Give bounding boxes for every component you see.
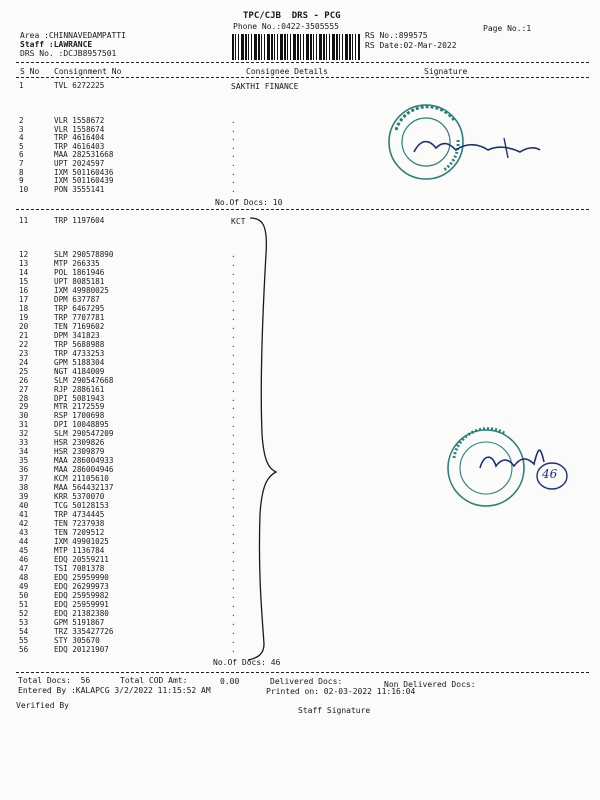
divider-top: [16, 62, 589, 63]
row-consignment: TCG 50128153: [54, 501, 109, 511]
row-marker: .: [231, 528, 236, 538]
row-marker: .: [231, 124, 236, 134]
row-consignment: UPT 8085181: [54, 276, 105, 286]
row-consignment: TRP 4616404: [54, 133, 105, 143]
row-marker: .: [231, 133, 236, 143]
row-consignment: TEN 7237938: [54, 519, 105, 529]
row-consignment: MTP 266335: [54, 258, 100, 268]
consignee-name: SAKTHI FINANCE: [231, 82, 299, 91]
document-title: TPC/CJB DRS - PCG: [243, 11, 341, 21]
table-row: [0, 287, 600, 295]
row-sno: 33: [19, 438, 29, 448]
rs-number: RS No.:899575: [365, 31, 428, 40]
row-sno: 18: [19, 303, 29, 313]
row-consignment: DPM 341823: [54, 330, 100, 340]
row-consignment: EDQ 26299973: [54, 581, 109, 591]
entered-by: Entered By :KALAPCG 3/2/2022 11:15:52 AM: [18, 686, 211, 695]
row-consignment: KCM 21105610: [54, 474, 109, 484]
table-row: [0, 610, 600, 618]
row-sno: 10: [19, 184, 29, 194]
row-marker: .: [231, 250, 236, 259]
row-marker: .: [231, 141, 236, 151]
consignee-name: KCT: [231, 217, 246, 226]
row-sno: 17: [19, 294, 29, 304]
divider-footer: [16, 672, 589, 673]
row-sno: 41: [19, 510, 29, 520]
row-marker: .: [231, 420, 236, 430]
row-marker: .: [231, 402, 236, 412]
handwritten-count: 46: [542, 467, 558, 481]
row-consignment: MTR 2172559: [54, 402, 105, 412]
row-consignment: TRP 4616403: [54, 141, 105, 151]
row-consignment: DPI 5081943: [54, 393, 105, 403]
company-stamp: [384, 100, 564, 190]
row-consignment: SLM 290578890: [54, 250, 114, 259]
row-consignment: IXM 501160436: [54, 167, 114, 177]
row-sno: 31: [19, 420, 29, 430]
row-sno: 39: [19, 492, 29, 502]
row-consignment: VLR 1558674: [54, 124, 105, 134]
row-sno: 49: [19, 581, 29, 591]
row-consignment: VLR 1558672: [54, 116, 105, 125]
total-cod-label: Total COD Amt:: [120, 676, 188, 685]
row-consignment: DPI 10048895: [54, 420, 109, 430]
row-consignment: EDQ 20559211: [54, 554, 109, 564]
row-sno: 28: [19, 393, 29, 403]
row-marker: .: [231, 330, 236, 340]
row-consignment: TRP 7707781: [54, 312, 105, 322]
row-sno: 26: [19, 375, 29, 385]
table-row: [0, 217, 600, 225]
drs-number: DRS No. :DCJB8957501: [20, 49, 117, 58]
row-marker: .: [231, 312, 236, 322]
row-sno: 19: [19, 312, 29, 322]
delivery-stamp: [444, 418, 594, 518]
row-sno: 56: [19, 644, 29, 654]
row-consignment: MTP 1136784: [54, 546, 105, 555]
row-sno: 34: [19, 447, 29, 457]
row-sno: 13: [19, 258, 29, 268]
row-sno: 5: [19, 141, 24, 151]
row-consignment: PON 3555141: [54, 184, 105, 194]
row-marker: .: [231, 447, 236, 457]
table-row: [0, 278, 600, 286]
row-marker: .: [231, 563, 236, 573]
table-row: [0, 628, 600, 636]
row-marker: .: [231, 635, 236, 645]
row-marker: .: [231, 393, 236, 403]
row-sno: 44: [19, 537, 29, 547]
row-marker: .: [231, 285, 236, 295]
row-marker: .: [231, 303, 236, 313]
row-marker: .: [231, 572, 236, 582]
row-marker: .: [231, 456, 236, 466]
row-consignment: MAA 282531668: [54, 150, 114, 160]
row-marker: .: [231, 644, 236, 654]
row-marker: .: [231, 483, 236, 493]
row-sno: 42: [19, 519, 29, 529]
table-row: [0, 592, 600, 600]
row-marker: .: [231, 599, 236, 609]
row-sno: 25: [19, 366, 29, 376]
delivered-docs: Delivered Docs:: [270, 677, 343, 686]
table-row: [0, 305, 600, 313]
row-marker: .: [231, 554, 236, 564]
table-row: [0, 637, 600, 645]
row-sno: 48: [19, 572, 29, 582]
row-consignment: RJP 2886161: [54, 384, 105, 394]
table-row: [0, 314, 600, 322]
row-consignment: HSR 2309879: [54, 447, 105, 457]
row-marker: .: [231, 176, 236, 186]
row-consignment: TEN 7209512: [54, 528, 105, 538]
row-marker: .: [231, 492, 236, 502]
row-marker: .: [231, 184, 236, 194]
row-marker: .: [231, 617, 236, 627]
row-consignment: EDQ 25959991: [54, 599, 109, 609]
row-sno: 2: [19, 116, 24, 125]
row-consignment: TRP 6467295: [54, 303, 105, 313]
row-sno: 11: [19, 216, 29, 225]
row-consignment: EDQ 25959990: [54, 572, 109, 582]
row-sno: 24: [19, 357, 29, 367]
row-marker: .: [231, 590, 236, 600]
row-consignment: GPM 5188304: [54, 357, 105, 367]
table-row: [0, 350, 600, 358]
row-marker: .: [231, 474, 236, 484]
row-sno: 3: [19, 124, 24, 134]
row-marker: .: [231, 429, 236, 439]
row-sno: 1: [19, 81, 24, 90]
row-consignment: KRR 5370070: [54, 492, 105, 502]
row-consignment: TVL 6272225: [54, 81, 105, 90]
table-row: [0, 296, 600, 304]
phone-number: Phone No.:0422-3505555: [233, 22, 339, 31]
table-row: [0, 601, 600, 609]
row-sno: 21: [19, 330, 29, 340]
row-sno: 22: [19, 339, 29, 349]
group-doc-count: No.Of Docs: 46: [213, 658, 281, 667]
total-cod-value: 0.00: [220, 677, 240, 686]
row-marker: .: [231, 384, 236, 394]
row-sno: 46: [19, 554, 29, 564]
printed-on: Printed on: 02-03-2022 11:16:04: [266, 687, 416, 696]
row-sno: 51: [19, 599, 29, 609]
row-marker: .: [231, 321, 236, 331]
row-sno: 20: [19, 321, 29, 331]
row-sno: 54: [19, 626, 29, 636]
row-sno: 47: [19, 563, 29, 573]
table-row: [0, 583, 600, 591]
row-marker: .: [231, 465, 236, 475]
row-consignment: IXM 49980025: [54, 285, 109, 295]
row-marker: .: [231, 438, 236, 448]
brace-mark: [240, 214, 280, 664]
row-consignment: TEN 7169602: [54, 321, 105, 331]
row-consignment: UPT 2024597: [54, 159, 105, 168]
row-sno: 53: [19, 617, 29, 627]
row-consignment: GPM 5191867: [54, 617, 105, 627]
table-row: [0, 359, 600, 367]
rs-date: RS Date:02-Mar-2022: [365, 41, 457, 50]
row-consignment: NGT 4184009: [54, 366, 105, 376]
row-consignment: TRP 5688988: [54, 339, 105, 349]
col-header-sno: S No: [20, 67, 40, 76]
row-marker: .: [231, 546, 236, 555]
row-consignment: TRZ 335427726: [54, 626, 114, 636]
row-consignment: MAA 286004946: [54, 465, 114, 475]
row-consignment: EDQ 20121907: [54, 644, 109, 654]
row-sno: 16: [19, 285, 29, 295]
row-sno: 4: [19, 133, 24, 143]
row-marker: .: [231, 501, 236, 511]
col-header-signature: Signature: [424, 67, 468, 76]
row-consignment: MAA 564432137: [54, 483, 114, 493]
table-row: [0, 323, 600, 331]
row-sno: 27: [19, 384, 29, 394]
divider-group: [16, 209, 589, 210]
row-sno: 30: [19, 411, 29, 421]
row-sno: 35: [19, 456, 29, 466]
row-marker: .: [231, 276, 236, 286]
row-marker: .: [231, 375, 236, 385]
row-sno: 50: [19, 590, 29, 600]
row-sno: 43: [19, 528, 29, 538]
row-sno: 14: [19, 267, 29, 277]
row-marker: .: [231, 294, 236, 304]
row-marker: .: [231, 519, 236, 529]
row-consignment: HSR 2309826: [54, 438, 105, 448]
row-consignment: RSP 1700698: [54, 411, 105, 421]
row-consignment: MAA 286004933: [54, 456, 114, 466]
table-row: [0, 377, 600, 385]
table-row: [0, 386, 600, 394]
row-sno: 23: [19, 348, 29, 358]
row-sno: 40: [19, 501, 29, 511]
col-header-consignee: Consignee Details: [246, 67, 328, 76]
row-marker: .: [231, 357, 236, 367]
row-marker: .: [231, 510, 236, 520]
row-sno: 45: [19, 546, 29, 555]
table-row: [0, 341, 600, 349]
table-row: [0, 368, 600, 376]
row-consignment: TSI 7081378: [54, 563, 105, 573]
row-sno: 7: [19, 159, 24, 168]
row-sno: 36: [19, 465, 29, 475]
row-sno: 32: [19, 429, 29, 439]
row-consignment: EDQ 21382380: [54, 608, 109, 618]
row-marker: .: [231, 366, 236, 376]
area-label: Area :CHINNAVEDAMPATTI: [20, 31, 126, 40]
table-row: [0, 619, 600, 627]
col-header-consignment: Consignment No: [54, 67, 122, 76]
row-marker: .: [231, 258, 236, 268]
row-marker: .: [231, 116, 236, 125]
row-consignment: TRP 4733253: [54, 348, 105, 358]
row-marker: .: [231, 608, 236, 618]
row-consignment: IXM 49901025: [54, 537, 109, 547]
row-sno: 37: [19, 474, 29, 484]
row-marker: .: [231, 581, 236, 591]
row-marker: .: [231, 626, 236, 636]
row-sno: 9: [19, 176, 24, 186]
row-consignment: DPM 637787: [54, 294, 100, 304]
row-sno: 29: [19, 402, 29, 412]
row-consignment: TRP 1197604: [54, 216, 105, 225]
page-number: Page No.:1: [483, 24, 532, 33]
row-marker: .: [231, 167, 236, 177]
row-consignment: STY 305670: [54, 635, 100, 645]
barcode: [232, 34, 360, 60]
row-marker: .: [231, 348, 236, 358]
row-sno: 52: [19, 608, 29, 618]
row-consignment: EDQ 25959982: [54, 590, 109, 600]
row-sno: 8: [19, 167, 24, 177]
row-marker: .: [231, 267, 236, 277]
row-sno: 12: [19, 250, 29, 259]
row-marker: .: [231, 159, 236, 168]
row-sno: 6: [19, 150, 24, 160]
staff-label: Staff :LAWRANCE: [20, 40, 93, 49]
total-docs: Total Docs: 56: [18, 676, 91, 685]
row-sno: 15: [19, 276, 29, 286]
row-sno: 55: [19, 635, 29, 645]
row-marker: .: [231, 411, 236, 421]
row-sno: 38: [19, 483, 29, 493]
row-consignment: SLM 290547209: [54, 429, 114, 439]
staff-signature: Staff Signature: [298, 706, 371, 715]
row-consignment: TRP 4734445: [54, 510, 105, 520]
divider-header: [16, 77, 589, 78]
row-consignment: SLM 290547668: [54, 375, 114, 385]
table-row: [0, 646, 600, 654]
row-consignment: IXM 501160439: [54, 176, 114, 186]
row-marker: .: [231, 150, 236, 160]
row-marker: .: [231, 339, 236, 349]
table-row: [0, 574, 600, 582]
row-marker: .: [231, 537, 236, 547]
non-delivered-docs: Non Delivered Docs:: [384, 680, 476, 689]
row-consignment: POL 1861946: [54, 267, 105, 277]
table-row: [0, 332, 600, 340]
table-row: [0, 82, 600, 90]
group-doc-count: No.Of Docs: 10: [215, 198, 283, 207]
verified-by: Verified By: [16, 701, 69, 710]
